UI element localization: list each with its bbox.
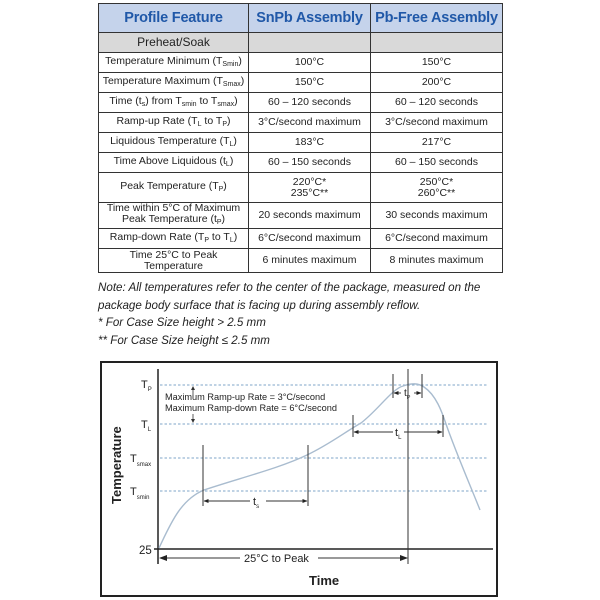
ramp-up-rate-text: Maximum Ramp-up Rate = 3°C/second xyxy=(165,392,326,402)
feature-tail: to T xyxy=(208,230,230,243)
snpb-cell: 150°C xyxy=(249,73,371,93)
header-snpb-assembly: SnPb Assembly xyxy=(249,4,371,33)
feature-sub: L xyxy=(229,140,234,148)
snpb-cell: 3°C/second maximum xyxy=(249,113,371,133)
note-line: Note: All temperatures refer to the center of the package, measured on the xyxy=(98,281,481,294)
snpb-cell: 20 seconds maximum xyxy=(249,203,371,229)
pbfree-value-2: 260°C** xyxy=(417,186,456,199)
feature-tail: ) xyxy=(233,230,238,243)
feature-text: Peak Temperature (T xyxy=(120,179,219,192)
feature-text: Time within 5°C of Maximum xyxy=(106,202,241,214)
feature-tail: ) from T xyxy=(145,94,182,107)
header-pbfree-assembly: Pb-Free Assembly xyxy=(371,4,503,33)
feature-sub: Smax xyxy=(222,80,241,88)
pbfree-cell: 200°C xyxy=(371,73,503,93)
origin-label-25: 25 xyxy=(139,545,152,557)
feature-sub: L xyxy=(225,160,230,168)
feature-sub: Smin xyxy=(222,60,239,68)
pbfree-cell: 30 seconds maximum xyxy=(371,203,503,229)
feature-sub: s xyxy=(141,100,146,108)
y-axis-label: Temperature xyxy=(109,426,124,504)
pbfree-cell: 3°C/second maximum xyxy=(371,113,503,133)
pbfree-value-1: 250°C* xyxy=(419,175,454,188)
feature-tail: ) xyxy=(240,74,245,87)
snpb-cell: 183°C xyxy=(249,133,371,153)
header-profile-feature: Profile Feature xyxy=(99,4,249,33)
snpb-cell: 60 – 120 seconds xyxy=(249,93,371,113)
pbfree-cell: 60 – 150 seconds xyxy=(371,153,503,173)
note-line: package body surface that is facing up during assembly reflow. xyxy=(98,298,421,312)
snpb-cell: 6°C/second maximum xyxy=(249,229,371,249)
tsmin-level-label: $T_{smin}$ xyxy=(130,486,150,501)
feature-text: Temperature Minimum (T xyxy=(105,54,223,67)
feature-text: Liquidous Temperature (T xyxy=(110,134,230,147)
feature-sub: smax xyxy=(217,100,235,108)
to-peak-label: 25°C to Peak xyxy=(244,553,309,565)
feature-text: Time 25°C to Peak xyxy=(129,248,218,261)
feature-tail: ) xyxy=(233,134,237,147)
section-label: Preheat/Soak xyxy=(99,33,249,53)
feature-tail: ) xyxy=(229,154,234,167)
feature-sub: P xyxy=(204,236,209,244)
feature-tail: to T xyxy=(201,114,223,127)
feature-text: Time Above Liquidous (t xyxy=(113,154,226,167)
feature-text: Ramp-up Rate (T xyxy=(116,114,198,127)
snpb-cell: 60 – 150 seconds xyxy=(249,153,371,173)
feature-tail: ) xyxy=(221,213,226,225)
feature-sub: smin xyxy=(181,100,197,108)
feature-sub: P xyxy=(216,219,222,226)
ramp-down-rate-text: Maximum Ramp-down Rate = 6°C/second xyxy=(165,403,337,413)
rate-arrowhead-down xyxy=(191,419,195,423)
snpb-cell: 100°C xyxy=(249,53,371,73)
tp-level-label: $T_P$ xyxy=(141,379,152,393)
feature-text: Temperature Maximum (T xyxy=(102,74,223,87)
rate-arrowhead-up xyxy=(191,386,195,390)
snpb-value-1: 220°C* xyxy=(292,175,327,188)
footnote-double-asterisk: ** For Case Size height ≤ 2.5 mm xyxy=(98,333,270,347)
feature-text: Ramp-down Rate (T xyxy=(109,230,205,243)
feature-sub: L xyxy=(229,236,234,244)
x-axis-label: Time xyxy=(309,573,340,588)
ts-label: $t_s$ xyxy=(253,496,260,510)
pbfree-cell: 217°C xyxy=(371,133,503,153)
feature-text: Time (t xyxy=(109,94,142,107)
feature-tail: ) xyxy=(223,179,227,192)
feature-text: Peak Temperature (t xyxy=(121,213,217,225)
pbfree-cell: 150°C xyxy=(371,53,503,73)
pbfree-cell: 60 – 120 seconds xyxy=(371,93,503,113)
snpb-cell: 6 minutes maximum xyxy=(249,249,371,273)
feature-tail: to T xyxy=(196,94,218,107)
feature-text: Temperature xyxy=(144,259,203,272)
snpb-value-2: 235°C** xyxy=(290,186,329,199)
feature-sub: L xyxy=(197,120,202,128)
feature-sub: P xyxy=(222,120,227,128)
pbfree-cell: 6°C/second maximum xyxy=(371,229,503,249)
feature-tail: ) xyxy=(238,54,242,67)
footnote-single-asterisk: * For Case Size height > 2.5 mm xyxy=(98,316,266,330)
feature-sub: P xyxy=(218,185,224,193)
feature-tail: ) xyxy=(234,94,238,107)
feature-tail: ) xyxy=(227,114,231,127)
tl-level-label: $T_L$ xyxy=(141,419,152,433)
tsmax-level-label: $T_{smax}$ xyxy=(130,453,152,468)
tl-label: $t_L$ xyxy=(395,427,402,441)
pbfree-cell: 8 minutes maximum xyxy=(371,249,503,273)
tp-label: $t_P$ xyxy=(404,388,411,401)
